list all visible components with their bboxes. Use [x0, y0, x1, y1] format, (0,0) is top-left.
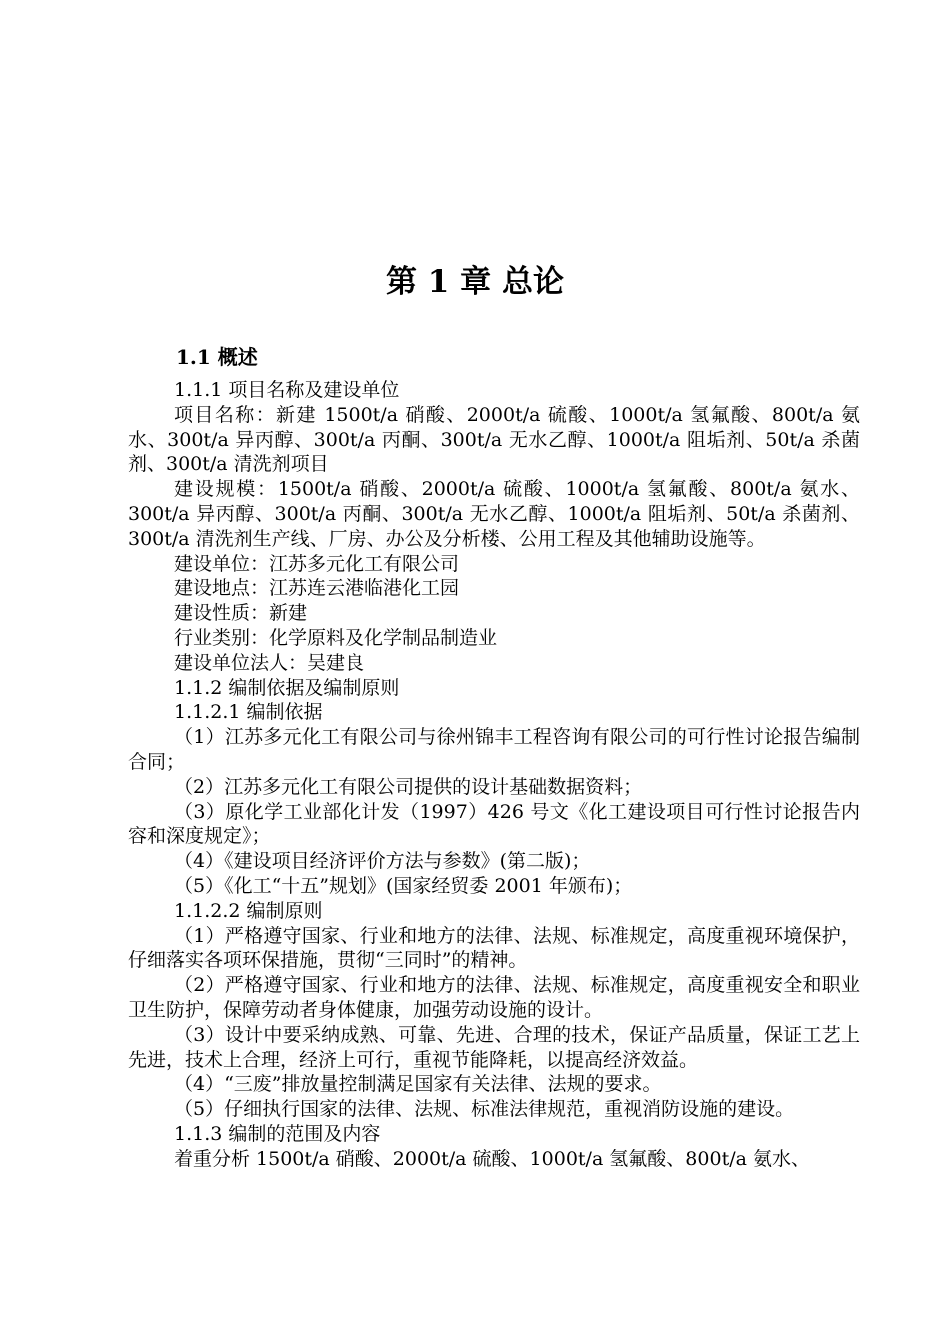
construction-unit-line: 建设单位：江苏多元化工有限公司 [174, 552, 460, 575]
construction-site-line: 建设地点：江苏连云港临港化工园 [174, 577, 460, 600]
basis-item-4: （4）《建设项目经济评价方法与参数》(第二版)； [174, 850, 591, 873]
principle-item-4: （4）“三废”排放量控制满足国家有关法律、法规的要求。 [174, 1073, 662, 1096]
principle-item-2: （2）严格遵守国家、行业和地方的法律、法规、标准规定，高度重视安全和职业卫生防护，保障劳动者身体健康，加强劳动设施的设计。 [128, 974, 860, 1021]
principle-item-3: （3）设计中要采纳成熟、可靠、先进、合理的技术，保证产品质量，保证工艺上先进，技术上合理，经济上可行，重视节能降耗，以提高经济效益。 [128, 1023, 860, 1071]
section-title: 1.1 概述 [176, 345, 258, 369]
chapter-title: 第 1 章 总论 [386, 264, 564, 300]
principle-item-5: （5）仔细执行国家的法律、法规、标准法律规范，重视消防设施的建设。 [174, 1098, 795, 1121]
construction-nature-line: 建设性质：新建 [174, 602, 308, 625]
subsection-heading-1-1-2-1: 1.1.2.1 编制依据 [174, 701, 323, 724]
subsection-heading-1-1-2: 1.1.2 编制依据及编制原则 [174, 676, 400, 699]
principle-item-1: （1）严格遵守国家、行业和地方的法律、法规、标准规定，高度重视环境保护，仔细落实各项环保措施，贯彻“三同时”的精神。 [128, 924, 860, 972]
basis-item-1: （1）江苏多元化工有限公司与徐州锦丰工程咨询有限公司的可行性讨论报告编制合同； [128, 726, 860, 773]
basis-item-3: （3）原化学工业部化计发（1997）426 号文《化工建设项目可行性讨论报告内容和深度规定》； [128, 800, 860, 848]
basis-item-5: （5）《化工“十五”规划》(国家经贸委 2001 年颁布)； [174, 874, 633, 897]
construction-scale-paragraph: 建设规模：1500t/a 硝酸、2000t/a 硫酸、1000t/a 氢氟酸、800t/a 氨水、300t/a 异丙醇、300t/a 丙酮、300t/a 无水乙醇、1000t/a 阻垢剂、50t/a 杀菌剂、300t/a 清洗剂生产线、厂房、办公及分析楼、公用工程及其他辅助设施等。 [128, 478, 860, 550]
document-body [128, 378, 860, 1172]
industry-category-line: 行业类别：化学原料及化学制品制造业 [174, 626, 498, 649]
legal-representative-line: 建设单位法人：吴建良 [174, 651, 365, 674]
scope-paragraph: 着重分析 1500t/a 硝酸、2000t/a 硫酸、1000t/a 氢氟酸、800t/a 氨水、 [174, 1147, 810, 1170]
subsection-heading-1-1-3: 1.1.3 编制的范围及内容 [174, 1122, 381, 1145]
basis-item-2: （2）江苏多元化工有限公司提供的设计基础数据资料； [174, 775, 643, 798]
subsection-heading-1-1-2-2: 1.1.2.2 编制原则 [174, 899, 323, 922]
project-name-paragraph: 项目名称：新建 1500t/a 硝酸、2000t/a 硫酸、1000t/a 氢氟酸、800t/a 氨水、300t/a 异丙醇、300t/a 丙酮、300t/a 无水乙醇、1000t/a 阻垢剂、50t/a 杀菌剂、300t/a 清洗剂项目 [128, 403, 860, 476]
subsection-heading-1-1-1: 1.1.1 项目名称及建设单位 [174, 379, 400, 401]
